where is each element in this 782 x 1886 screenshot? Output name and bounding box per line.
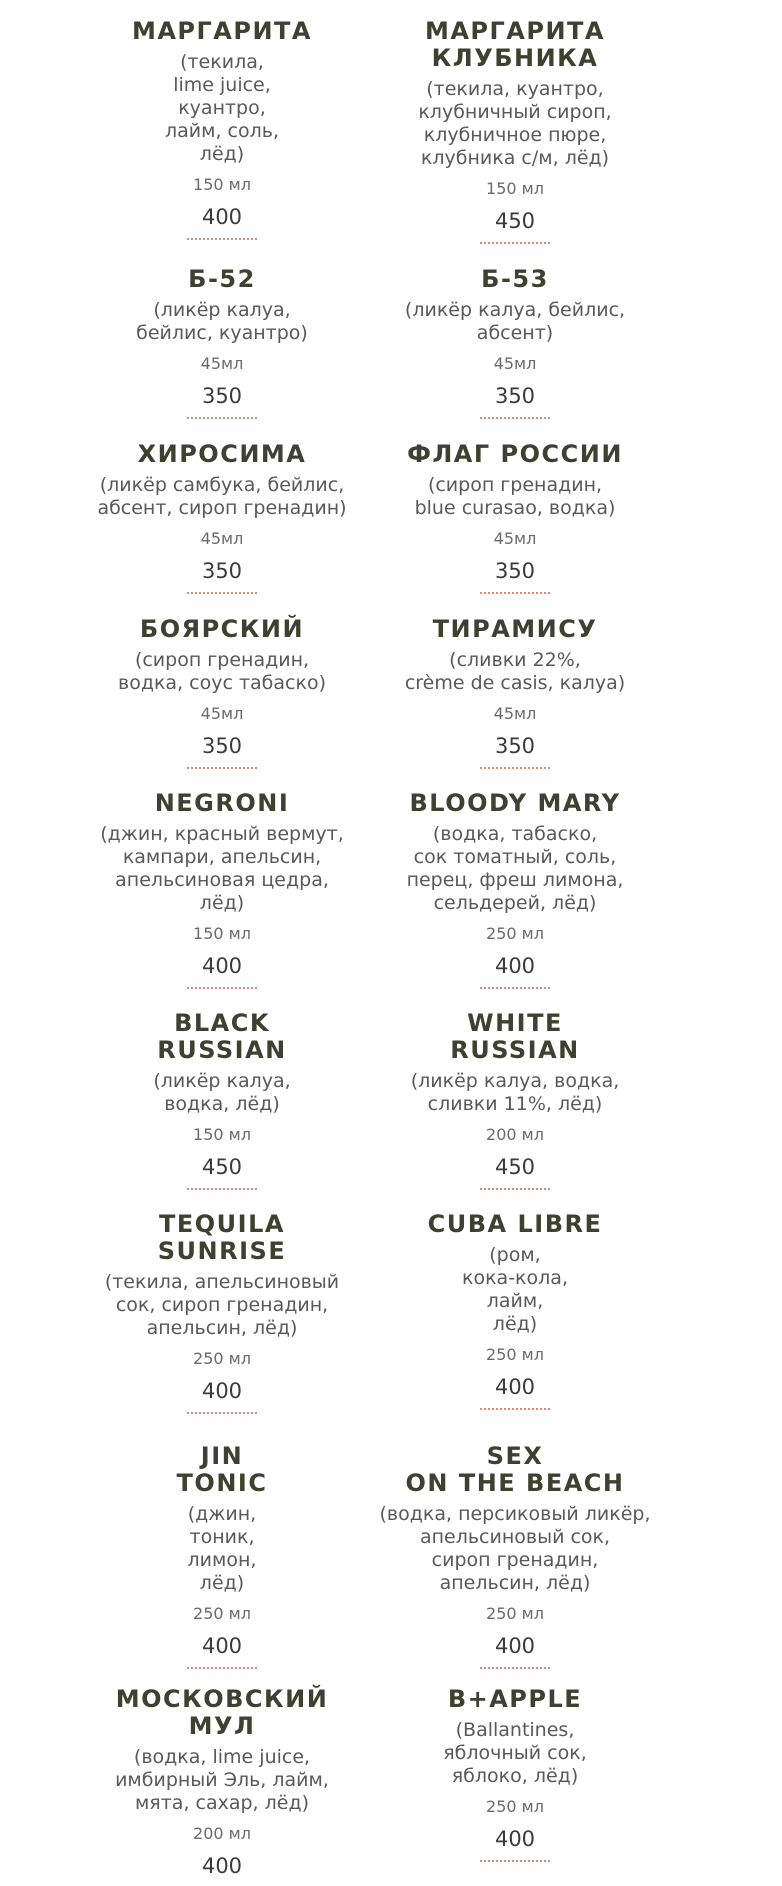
cocktail-ingredients: (ликёр калуа, бейлис, куантро)	[136, 299, 308, 344]
cocktail-name: ТИРАМИСУ	[432, 615, 598, 643]
cocktail-price: 400	[494, 1827, 536, 1851]
menu-item	[345, 1211, 685, 1410]
cocktail-ingredients: (Ballantines, яблочный сок, яблоко, лёд)	[443, 1719, 587, 1787]
menu-item	[52, 1443, 392, 1669]
cocktail-price: 450	[494, 209, 536, 233]
cocktail-volume: 200 мл	[193, 1824, 251, 1843]
cocktail-ingredients: (ликёр калуа, водка, лёд)	[153, 1070, 291, 1115]
cocktail-ingredients: (сироп гренадин, blue curasao, водка)	[414, 474, 616, 519]
cocktail-ingredients: (текила, куантро, клубничный сироп, клубничное пюре, клубника с/м, лёд)	[418, 78, 612, 169]
menu-item	[52, 1211, 392, 1414]
cocktail-price: 400	[494, 954, 536, 978]
cocktail-ingredients: (водка, персиковый ликёр, апельсиновый сок, сироп гренадин, апельсин, лёд)	[379, 1503, 651, 1594]
dotted-separator	[480, 1188, 550, 1190]
cocktail-name: JIN TONIC	[176, 1442, 268, 1497]
cocktail-price: 450	[494, 1155, 536, 1179]
dotted-separator	[480, 242, 550, 244]
cocktail-price: 400	[201, 954, 243, 978]
dotted-separator	[187, 1412, 257, 1414]
cocktail-price: 400	[201, 205, 243, 229]
dotted-separator	[187, 1667, 257, 1669]
dotted-separator	[187, 238, 257, 240]
cocktail-name: NEGRONI	[154, 789, 290, 817]
dotted-separator	[480, 417, 550, 419]
cocktail-name: BLOODY MARY	[409, 789, 621, 817]
dotted-separator	[187, 417, 257, 419]
cocktail-price: 400	[494, 1634, 536, 1658]
cocktail-price: 400	[494, 1375, 536, 1399]
cocktail-price: 400	[201, 1379, 243, 1403]
cocktail-ingredients: (ром, кока-кола, лайм, лёд)	[461, 1244, 568, 1335]
menu-item	[345, 1010, 685, 1190]
cocktail-price: 350	[494, 559, 536, 583]
cocktail-name: TEQUILA SUNRISE	[157, 1210, 287, 1265]
menu-item	[52, 266, 392, 419]
cocktail-name: Б-53	[481, 265, 549, 293]
cocktail-ingredients: (ликёр калуа, бейлис, абсент)	[404, 299, 626, 344]
menu-item	[345, 18, 685, 244]
menu-item	[345, 266, 685, 419]
cocktail-ingredients: (ликёр калуа, водка, сливки 11%, лёд)	[410, 1070, 620, 1115]
cocktail-volume: 45мл	[200, 529, 244, 548]
cocktail-ingredients: (текила, апельсиновый сок, сироп гренадин, апельсин, лёд)	[104, 1271, 340, 1339]
cocktail-volume: 45мл	[200, 354, 244, 373]
cocktail-volume: 150 мл	[486, 179, 544, 198]
cocktail-name: МОСКОВСКИЙ МУЛ	[115, 1685, 329, 1740]
dotted-separator	[187, 767, 257, 769]
cocktail-name: SEX ON THE BEACH	[405, 1442, 625, 1497]
cocktail-name: CUBA LIBRE	[427, 1210, 603, 1238]
cocktail-volume: 150 мл	[193, 1125, 251, 1144]
cocktail-price: 400	[201, 1634, 243, 1658]
dotted-separator	[187, 592, 257, 594]
cocktail-volume: 250 мл	[193, 1349, 251, 1368]
cocktail-volume: 150 мл	[193, 924, 251, 943]
cocktail-volume: 45мл	[493, 704, 537, 723]
cocktail-name: БОЯРСКИЙ	[139, 615, 305, 643]
cocktail-volume: 150 мл	[193, 175, 251, 194]
cocktail-price: 350	[494, 384, 536, 408]
cocktail-name: WHITE RUSSIAN	[450, 1009, 580, 1064]
cocktail-name: ХИРОСИМА	[137, 440, 307, 468]
menu-item	[52, 1010, 392, 1190]
menu-item	[345, 1686, 685, 1862]
cocktail-volume: 250 мл	[486, 1604, 544, 1623]
cocktail-volume: 250 мл	[486, 1345, 544, 1364]
menu-item	[52, 1686, 392, 1879]
cocktail-volume: 45мл	[493, 529, 537, 548]
menu-item	[345, 1443, 685, 1669]
dotted-separator	[480, 1408, 550, 1410]
cocktail-name: BLACK RUSSIAN	[157, 1009, 287, 1064]
cocktail-name: МАРГАРИТА КЛУБНИКА	[424, 17, 606, 72]
cocktail-volume: 250 мл	[193, 1604, 251, 1623]
cocktail-name: МАРГАРИТА	[131, 17, 313, 45]
dotted-separator	[187, 987, 257, 989]
dotted-separator	[480, 1667, 550, 1669]
dotted-separator	[480, 767, 550, 769]
cocktail-price: 450	[201, 1155, 243, 1179]
cocktail-name: ФЛАГ РОССИИ	[407, 440, 623, 468]
dotted-separator	[480, 1860, 550, 1862]
cocktail-ingredients: (сливки 22%, crème de casis, калуа)	[404, 649, 626, 694]
dotted-separator	[480, 592, 550, 594]
cocktail-volume: 45мл	[493, 354, 537, 373]
cocktail-volume: 200 мл	[486, 1125, 544, 1144]
menu-item	[52, 790, 392, 989]
menu-item	[52, 441, 392, 594]
cocktail-volume: 250 мл	[486, 1797, 544, 1816]
dotted-separator	[187, 1188, 257, 1190]
cocktail-price: 400	[201, 1854, 243, 1878]
menu-item	[345, 616, 685, 769]
cocktail-ingredients: (текила, lime juice, куантро, лайм, соль, лёд)	[165, 51, 279, 165]
cocktail-price: 350	[201, 734, 243, 758]
dotted-separator	[480, 987, 550, 989]
cocktail-volume: 250 мл	[486, 924, 544, 943]
menu-item	[345, 790, 685, 989]
menu-item	[52, 616, 392, 769]
cocktail-price: 350	[201, 559, 243, 583]
menu-item	[52, 18, 392, 240]
cocktail-price: 350	[201, 384, 243, 408]
cocktail-ingredients: (водка, lime juice, имбирный Эль, лайм, мята, сахар, лёд)	[115, 1746, 329, 1814]
cocktail-ingredients: (джин, тоник, лимон, лёд)	[187, 1503, 257, 1594]
cocktail-price: 350	[494, 734, 536, 758]
cocktail-ingredients: (водка, табаско, сок томатный, соль, перец, фреш лимона, сельдерей, лёд)	[406, 823, 624, 914]
menu-item	[345, 441, 685, 594]
cocktail-ingredients: (джин, красный вермут, кампари, апельсин, апельсиновая цедра, лёд)	[100, 823, 344, 914]
cocktail-ingredients: (ликёр самбука, бейлис, абсент, сироп гренадин)	[97, 474, 347, 519]
cocktail-ingredients: (сироп гренадин, водка, соус табаско)	[118, 649, 326, 694]
cocktail-name: Б-52	[188, 265, 256, 293]
cocktail-volume: 45мл	[200, 704, 244, 723]
cocktail-name: B+APPLE	[447, 1685, 583, 1713]
